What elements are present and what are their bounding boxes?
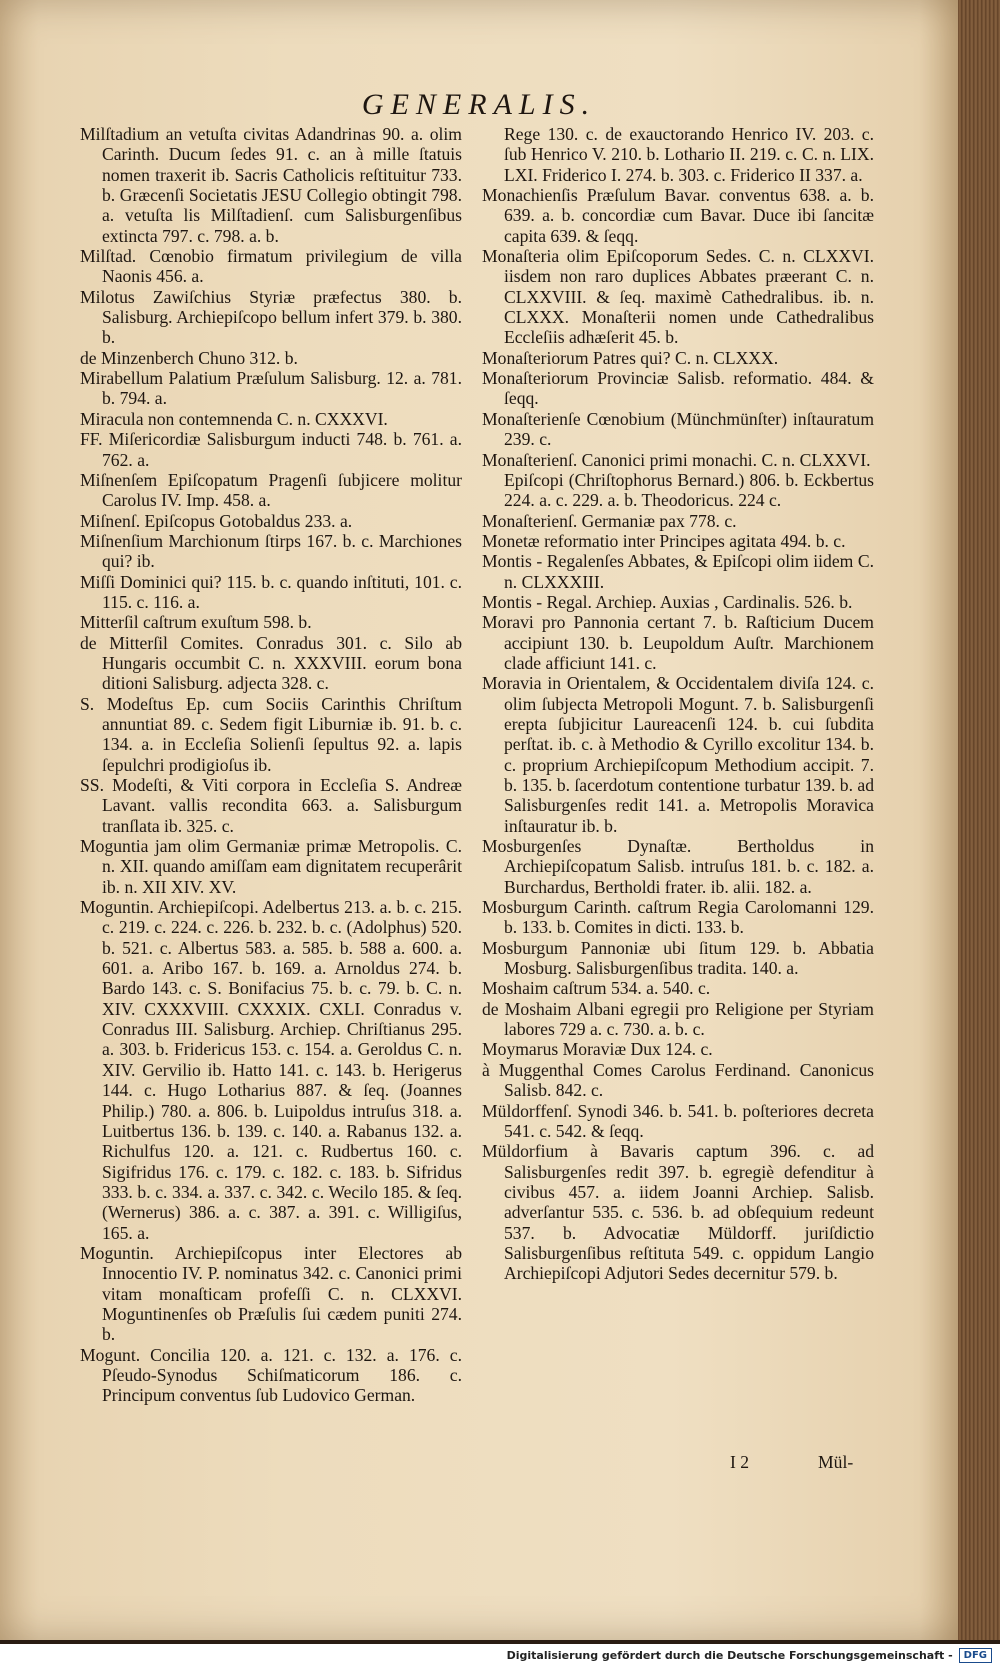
index-entry: Epiſcopi (Chriſtophorus Bernard.) 806. b. Eckbertus 224. a. c. 229. a. b. Theodoricus. 224 c. — [504, 469, 874, 511]
index-entry: Moravi pro Pannonia certant 7. b. Raſticium Ducem accipiunt 130. b. Leupoldum Auſtr. Marchionem clade afficiunt 141. c. — [482, 612, 874, 673]
index-entry: Moguntin. Archiepiſcopi. Adelbertus 213. a. b. c. 215. c. 219. c. 224. c. 226. b. 232. b. c. (Adolphus) 520. b. 521. c. Albertus 583. a. 585. b. 588 a. 600. a. 601. a. Aribo 167. b. 169. a. Arnoldus 274. b. Bardo 143. c. S. Bonifacius 75. b. c. 79. b. C. n. XIV. CXXXVIII. CXXXIX. CXLI. Conradus v. Conradus III. Salisburg. Archiep. Chriſtianus 295. a. 303. b. Fridericus 153. c. 154. a. Geroldus C. n. XIV. Gervilio ib. Hatto 141. c. 143. b. Herigerus 144. c. Hugo Lotharius 887. & ſeq. (Joannes Philip.) 780. a. 806. b. Luipoldus intruſus 318. a. Luitbertus 136. b. 139. c. 140. a. Rabanus 132. a. Richulfus 120. a. 121. c. Rudbertus 160. c. Sigifridus 176. c. 179. c. 182. c. 183. b. Sifridus 333. b. c. 334. a. 337. c. 342. c. Wecilo 185. & ſeq. (Wernerus) 386. a. c. 387. a. 391. c. Willigiſus, 165. a. — [80, 897, 462, 1243]
index-entry: Mosburgum Carinth. caſtrum Regia Carolomanni 129. b. 133. b. Comites in dicti. 133. b. — [482, 897, 874, 938]
index-entry: Monaſteriorum Patres qui? C. n. CLXXX. — [482, 347, 779, 368]
digitization-credit — [0, 1644, 1000, 1666]
index-entry: Mitterſil caſtrum exuſtum 598. b. — [80, 612, 312, 633]
index-entry: Monetæ reformatio inter Principes agitata 494. b. c. — [482, 530, 846, 551]
index-entry: Mogunt. Concilia 120. a. 121. c. 132. a. 176. c. Pſeudo-Synodus Schiſmaticorum 186. c. Principum conventus ſub Ludovico German. — [80, 1344, 462, 1406]
index-entry: Moguntin. Archiepiſcopus inter Electores ab Innocentio IV. P. nominatus 342. c. Canonici primi vitam monaſticam profeſſi C. n. CLXXVI. Moguntinenſes ob Præſulis ſui cædem puniti 274. b. — [80, 1242, 462, 1345]
book-edge — [958, 0, 1000, 1640]
index-entry: Milſtadium an vetuſta civitas Adandrinas 90. a. olim Carinth. Ducum ſedes 91. c. an à mille ſtatuis nomen traxerit ib. Sacris Catholicis reſtituitur 733. b. Græcenſi Societatis JESU Collegio obtingit 798. a. vetuſta lis Milſtadienſ. cum Salisburgenſibus extincta 797. c. 798. a. b. — [80, 124, 462, 246]
index-entry: Montis - Regalenſes Abbates, & Epiſcopi olim iidem C. n. CLXXXIII. — [482, 551, 874, 592]
index-entry: Monaſterienſ. Germaniæ pax 778. c. — [482, 510, 737, 531]
index-entry: de Moshaim Albani egregii pro Religione per Styriam labores 729 a. c. 730. a. b. c. — [482, 998, 874, 1040]
index-entry: de Minzenberch Chuno 312. b. — [80, 347, 298, 368]
index-entry: Moymarus Moraviæ Dux 124. c. — [482, 1039, 713, 1060]
index-entry: SS. Modeſti, & Viti corpora in Eccleſia S. Andreæ Lavant. vallis recondita 663. a. Salisburgum tranſlata ib. 325. c. — [80, 775, 462, 836]
index-entry: Mosburgum Pannoniæ ubi ſitum 129. b. Abbatia Mosburg. Salisburgenſibus tradita. 140. a. — [482, 937, 874, 979]
index-entry: Moshaim caſtrum 534. a. 540. c. — [482, 978, 711, 999]
index-entry: Monaſteriorum Provinciæ Salisb. reformatio. 484. & ſeqq. — [482, 368, 874, 409]
index-entry: de Mitterſil Comites. Conradus 301. c. Silo ab Hungaris occumbit C. n. XXXVIII. eorum bona ditioni Salisburg. adjecta 328. c. — [80, 632, 462, 694]
index-entry: Mirabellum Palatium Præſulum Salisburg. 12. a. 781. b. 794. a. — [80, 368, 462, 409]
index-entry: Rege 130. c. de exauctorando Henrico IV. 203. c. ſub Henrico V. 210. b. Lothario II. 219. c. C. n. LIX. LXI. Friderico I. 274. b. 303. c. Friderico II 337. a. — [504, 124, 874, 185]
index-entry: Montis - Regal. Archiep. Auxias , Cardinalis. 526. b. — [482, 591, 853, 612]
index-entry: Monaſterienſ. Canonici primi monachi. C. n. CLXXVI. — [482, 449, 871, 470]
index-entry: Miſnenſ. Epiſcopus Gotobaldus 233. a. — [80, 510, 353, 531]
index-entry: à Muggenthal Comes Carolus Ferdinand. Canonicus Salisb. 842. c. — [482, 1059, 874, 1101]
index-entry: Monaſteria olim Epiſcoporum Sedes. C. n. CLXXVI. iisdem non raro duplices Abbates præerant C. n. CLXXVIII. & ſeq. maximè Cathedralibus. ib. n. CLXXX. Monaſterii nomen unde Cathedralibus Eccleſiis adhæſerit 45. b. — [482, 246, 874, 348]
index-entry: Miracula non contemnenda C. n. CXXXVI. — [80, 408, 388, 429]
index-entry: Moravia in Orientalem, & Occidentalem diviſa 124. c. olim ſubjecta Metropoli Mogunt. 7. b. Salisburgenſi erepta ſubjicitur Laureacenſi 124. b. cui ſubdita perſtat. ib. c. à Methodio & Cyrillo excolitur 134. b. c. proprium Archiepiſcopum Methodium accipit. 7. b. 135. b. ſacerdotum contentione turbatur 139. b. ad Salisburgenſes redit 141. a. Metropolis Moravica inſtauratur ib. b. — [482, 673, 874, 836]
left-column — [80, 124, 462, 1406]
catchword: Mül- — [818, 1452, 854, 1472]
credit-text: Digitalisierung gefördert durch die Deutsche Forschungsgemeinschaft - — [506, 1648, 953, 1662]
dfg-logo: DFG — [959, 1648, 992, 1663]
index-entry: Milſtad. Cœnobio firmatum privilegium de villa Naonis 456. a. — [80, 246, 462, 287]
index-entry: Mosburgenſes Dynaſtæ. Bertholdus in Archiepiſcopatum Salisb. intruſus 181. b. c. 182. a. Burchardus, Bertholdi frater. ib. alii. 182. a. — [482, 836, 874, 897]
index-entry: Miſnenſem Epiſcopatum Pragenſi ſubjicere molitur Carolus IV. Imp. 458. a. — [80, 469, 462, 511]
index-entry: S. Modeſtus Ep. cum Sociis Carinthis Chriſtum annuntiat 89. c. Sedem figit Liburniæ ib. 91. b. c. 134. a. in Eccleſia Solienſi ſepultus 92. a. lapis ſepulchri prodigioſus ib. — [80, 693, 462, 775]
index-entry: FF. Miſericordiæ Salisburgum inducti 748. b. 761. a. 762. a. — [80, 429, 462, 470]
index-entry: Miſſi Dominici qui? 115. b. c. quando inſtituti, 101. c. 115. c. 116. a. — [80, 571, 462, 612]
index-entry: Milotus Zawiſchius Styriæ præfectus 380. b. Salisburg. Archiepiſcopo bellum infert 379. b. 380. b. — [80, 286, 462, 348]
running-header: GENERALIS. — [361, 88, 597, 121]
right-column — [482, 124, 874, 1284]
index-entry: Miſnenſium Marchionum ſtirps 167. b. c. Marchiones qui? ib. — [80, 530, 462, 572]
index-entry: Müldorfium à Bavaris captum 396. c. ad Salisburgenſes redit 397. b. egregiè defenditur à civibus 457. a. iidem Joanni Archiep. Salisb. adverſantur 535. c. 536. b. ad obſequium redeunt 537. b. Advocatiæ Müldorff. juriſdictio Salisburgenſibus reſtituta 549. c. oppidum Langio Archiepiſcopi Adjutori Sedes decernitur 579. b. — [482, 1141, 874, 1284]
index-entry: Müldorffenſ. Synodi 346. b. 541. b. poſteriores decreta 541. c. 542. & ſeqq. — [482, 1100, 874, 1141]
index-entry: Monaſterienſe Cœnobium (Münchmünſter) inſtauratum 239. c. — [482, 408, 874, 450]
index-entry: Moguntia jam olim Germaniæ primæ Metropolis. C. n. XII. quando amiſſam eam dignitatem recuperârit ib. n. XII XIV. XV. — [80, 836, 462, 897]
signature-mark: I 2 — [730, 1452, 750, 1472]
index-entry: Monachienſis Præſulum Bavar. conventus 638. a. b. 639. a. b. concordiæ cum Bavar. Duce ibi ſancitæ capita 639. & ſeqq. — [482, 185, 874, 246]
